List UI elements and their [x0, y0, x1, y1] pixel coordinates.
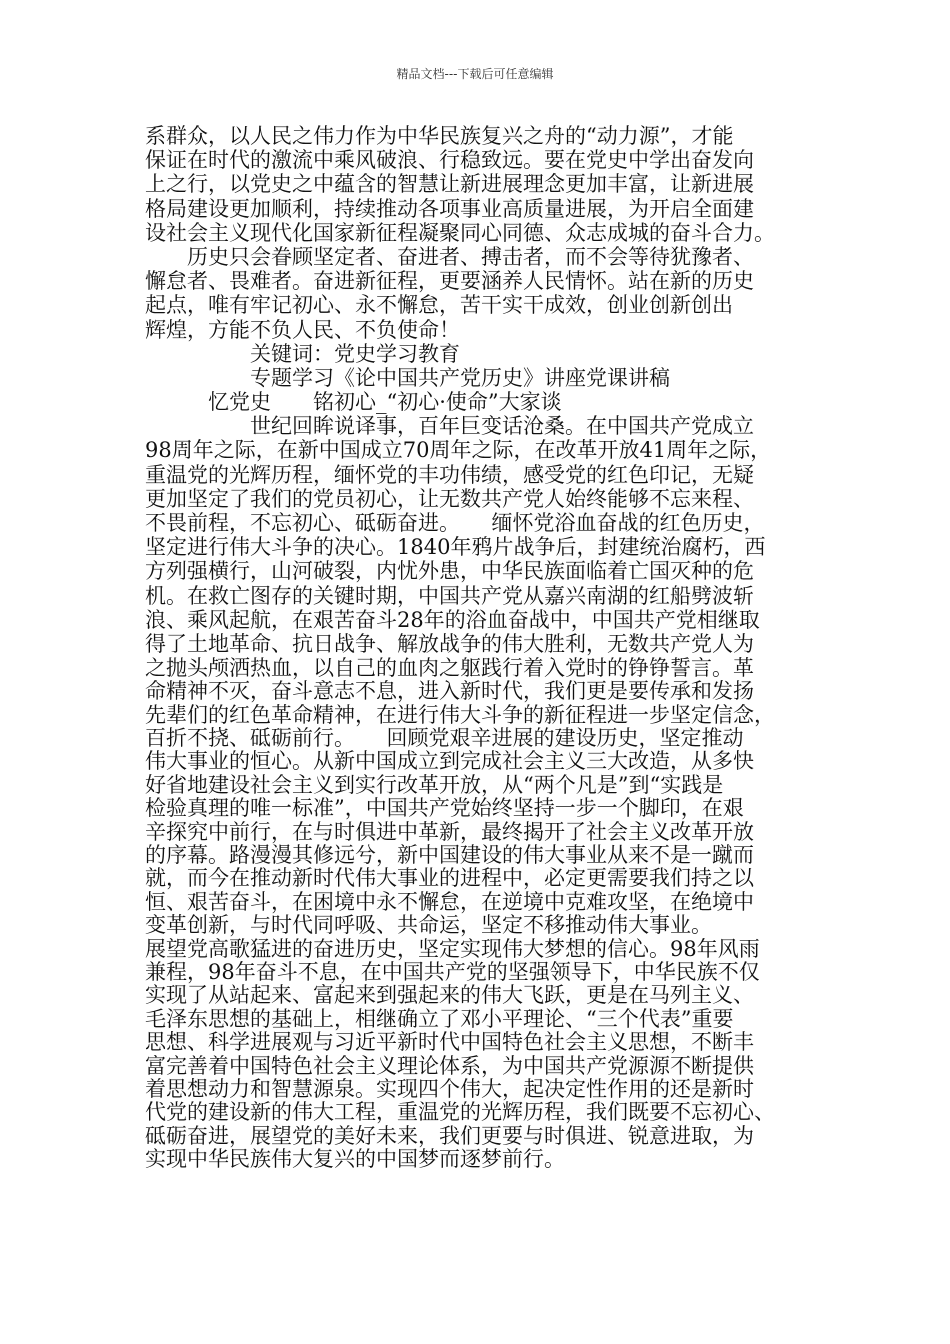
text-line: 世纪回眸说译事，百年巨变话沧桑。在中国共产党成立 — [145, 414, 754, 439]
text-line: 先辈们的红色革命精神，在进行伟大斗争的新征程进一步坚定信念， — [145, 703, 775, 727]
text-line: 的序幕。路漫漫其修远兮，新中国建设的伟大事业从来不是一蹴而 — [145, 844, 754, 868]
text-line: 历史只会眷顾坚定者、奋进者、搏击者，而不会等待犹豫者、 — [145, 244, 754, 269]
text-line: 起点，唯有牢记初心、永不懈怠，苦干实干成效，创业创新创出 — [145, 293, 733, 318]
text-line: 辉煌，方能不负人民、不负使命！ — [145, 317, 460, 342]
text-line: 忆党史 铭初心_“初心·使命”大家谈 — [145, 390, 562, 415]
text-line: 机。在救亡图存的关键时期，中国共产党从嘉兴南湖的红船劈波斩 — [145, 583, 754, 608]
text-line: 好省地建设社会主义到实行改革开放，从“两个凡是”到“实践是 — [145, 773, 724, 797]
text-line: 设社会主义现代化国家新征程凝聚同心同德、众志成城的奋斗合力。 — [145, 220, 775, 245]
text-line: 浪、乘风起航，在艰苦奋斗28年的浴血奋战中，中国共产党相继取 — [145, 607, 760, 632]
text-line: 实现了从站起来、富起来到强起来的伟大飞跃，更是在马列主义、 — [145, 984, 754, 1008]
text-line: 98周年之际，在新中国成立70周年之际，在改革开放41周年之际， — [145, 438, 772, 463]
text-line: 检验真理的唯一标准”，中国共产党始终坚持一步一个脚印，在艰 — [145, 797, 744, 821]
text-line: 着思想动力和智慧源泉。实现四个伟大，起决定性作用的还是新时 — [145, 1077, 754, 1101]
text-line: 就，而今在推动新时代伟大事业的进程中，必定更需要我们持之以 — [145, 867, 754, 891]
text-line: 系群众，以人民之伟力作为中华民族复兴之舟的“动力源”，才能 — [145, 124, 734, 148]
text-line: 坚定进行伟大斗争的决心。1840年鸦片战争后，封建统治腐朽，西 — [145, 535, 766, 560]
text-line: 恒、艰苦奋斗，在困境中永不懈怠，在逆境中克难攻坚，在绝境中 — [145, 890, 754, 914]
document-body — [145, 124, 821, 1172]
text-line: 伟大事业的恒心。从新中国成立到完成社会主义三大改造，从多快 — [145, 750, 754, 774]
text-line: 毛泽东思想的基础上，相继确立了邓小平理论、“三个代表”重要 — [145, 1007, 734, 1031]
text-line: 方列强横行，山河破裂，内忧外患，中华民族面临着亡国灭种的危 — [145, 559, 754, 584]
text-line: 上之行，以党史之中蕴含的智慧让新进展理念更加丰富，让新进展 — [145, 172, 754, 197]
text-line: 百折不挠、砥砺前行。 回顾党艰辛进展的建设历史，坚定推动 — [145, 727, 744, 751]
page-header: 精品文档---下载后可任意编辑 — [396, 67, 554, 81]
text-line: 重温党的光辉历程，缅怀党的丰功伟绩，感受党的红色印记，无疑 — [145, 462, 754, 487]
text-line: 富完善着中国特色社会主义理论体系，为中国共产党源源不断提供 — [145, 1054, 754, 1078]
text-line: 辛探究中前行，在与时俱进中革新，最终揭开了社会主义改革开放 — [145, 820, 754, 844]
text-line: 命精神不灭，奋斗意志不息，进入新时代，我们更是要传承和发扬 — [145, 680, 754, 704]
text-line: 兼程，98年奋斗不息，在中国共产党的坚强领导下，中华民族不仅 — [145, 961, 760, 984]
text-line: 砥砺奋进，展望党的美好未来，我们更要与时俱进、锐意进取，为 — [145, 1124, 754, 1148]
text-line: 懈怠者、畏难者。奋进新征程，更要涵养人民情怀。站在新的历史 — [145, 269, 754, 294]
text-line: 专题学习《论中国共产党历史》讲座党课讲稿 — [145, 365, 670, 390]
text-line: 思想、科学进展观与习近平新时代中国特色社会主义思想，不断丰 — [145, 1031, 754, 1055]
text-line: 代党的建设新的伟大工程，重温党的光辉历程，我们既要不忘初心、 — [145, 1101, 775, 1125]
text-line: 关键词：党史学习教育 — [145, 341, 460, 366]
text-line: 不畏前程，不忘初心、砥砺奋进。 缅怀党浴血奋战的红色历史， — [145, 511, 765, 535]
text-line: 之抛头颅洒热血，以自己的血肉之躯践行着入党时的铮铮誓言。革 — [145, 656, 754, 681]
text-line: 保证在时代的激流中乘风破浪、行稳致远。要在党史中学出奋发向 — [145, 148, 754, 173]
text-line: 得了土地革命、抗日战争、解放战争的伟大胜利，无数共产党人为 — [145, 631, 754, 656]
text-line: 变革创新，与时代同呼吸、共命运，坚定不移推动伟大事业。 — [145, 914, 712, 938]
text-line: 展望党高歌猛进的奋进历史，坚定实现伟大梦想的信心。98年风雨 — [145, 937, 760, 961]
text-line: 格局建设更加顺利，持续推动各项事业高质量进展，为开启全面建 — [145, 196, 754, 221]
text-line: 更加坚定了我们的党员初心，让无数共产党人始终能够不忘来程、 — [145, 486, 754, 511]
text-line: 实现中华民族伟大复兴的中国梦而逐梦前行。 — [145, 1148, 565, 1172]
